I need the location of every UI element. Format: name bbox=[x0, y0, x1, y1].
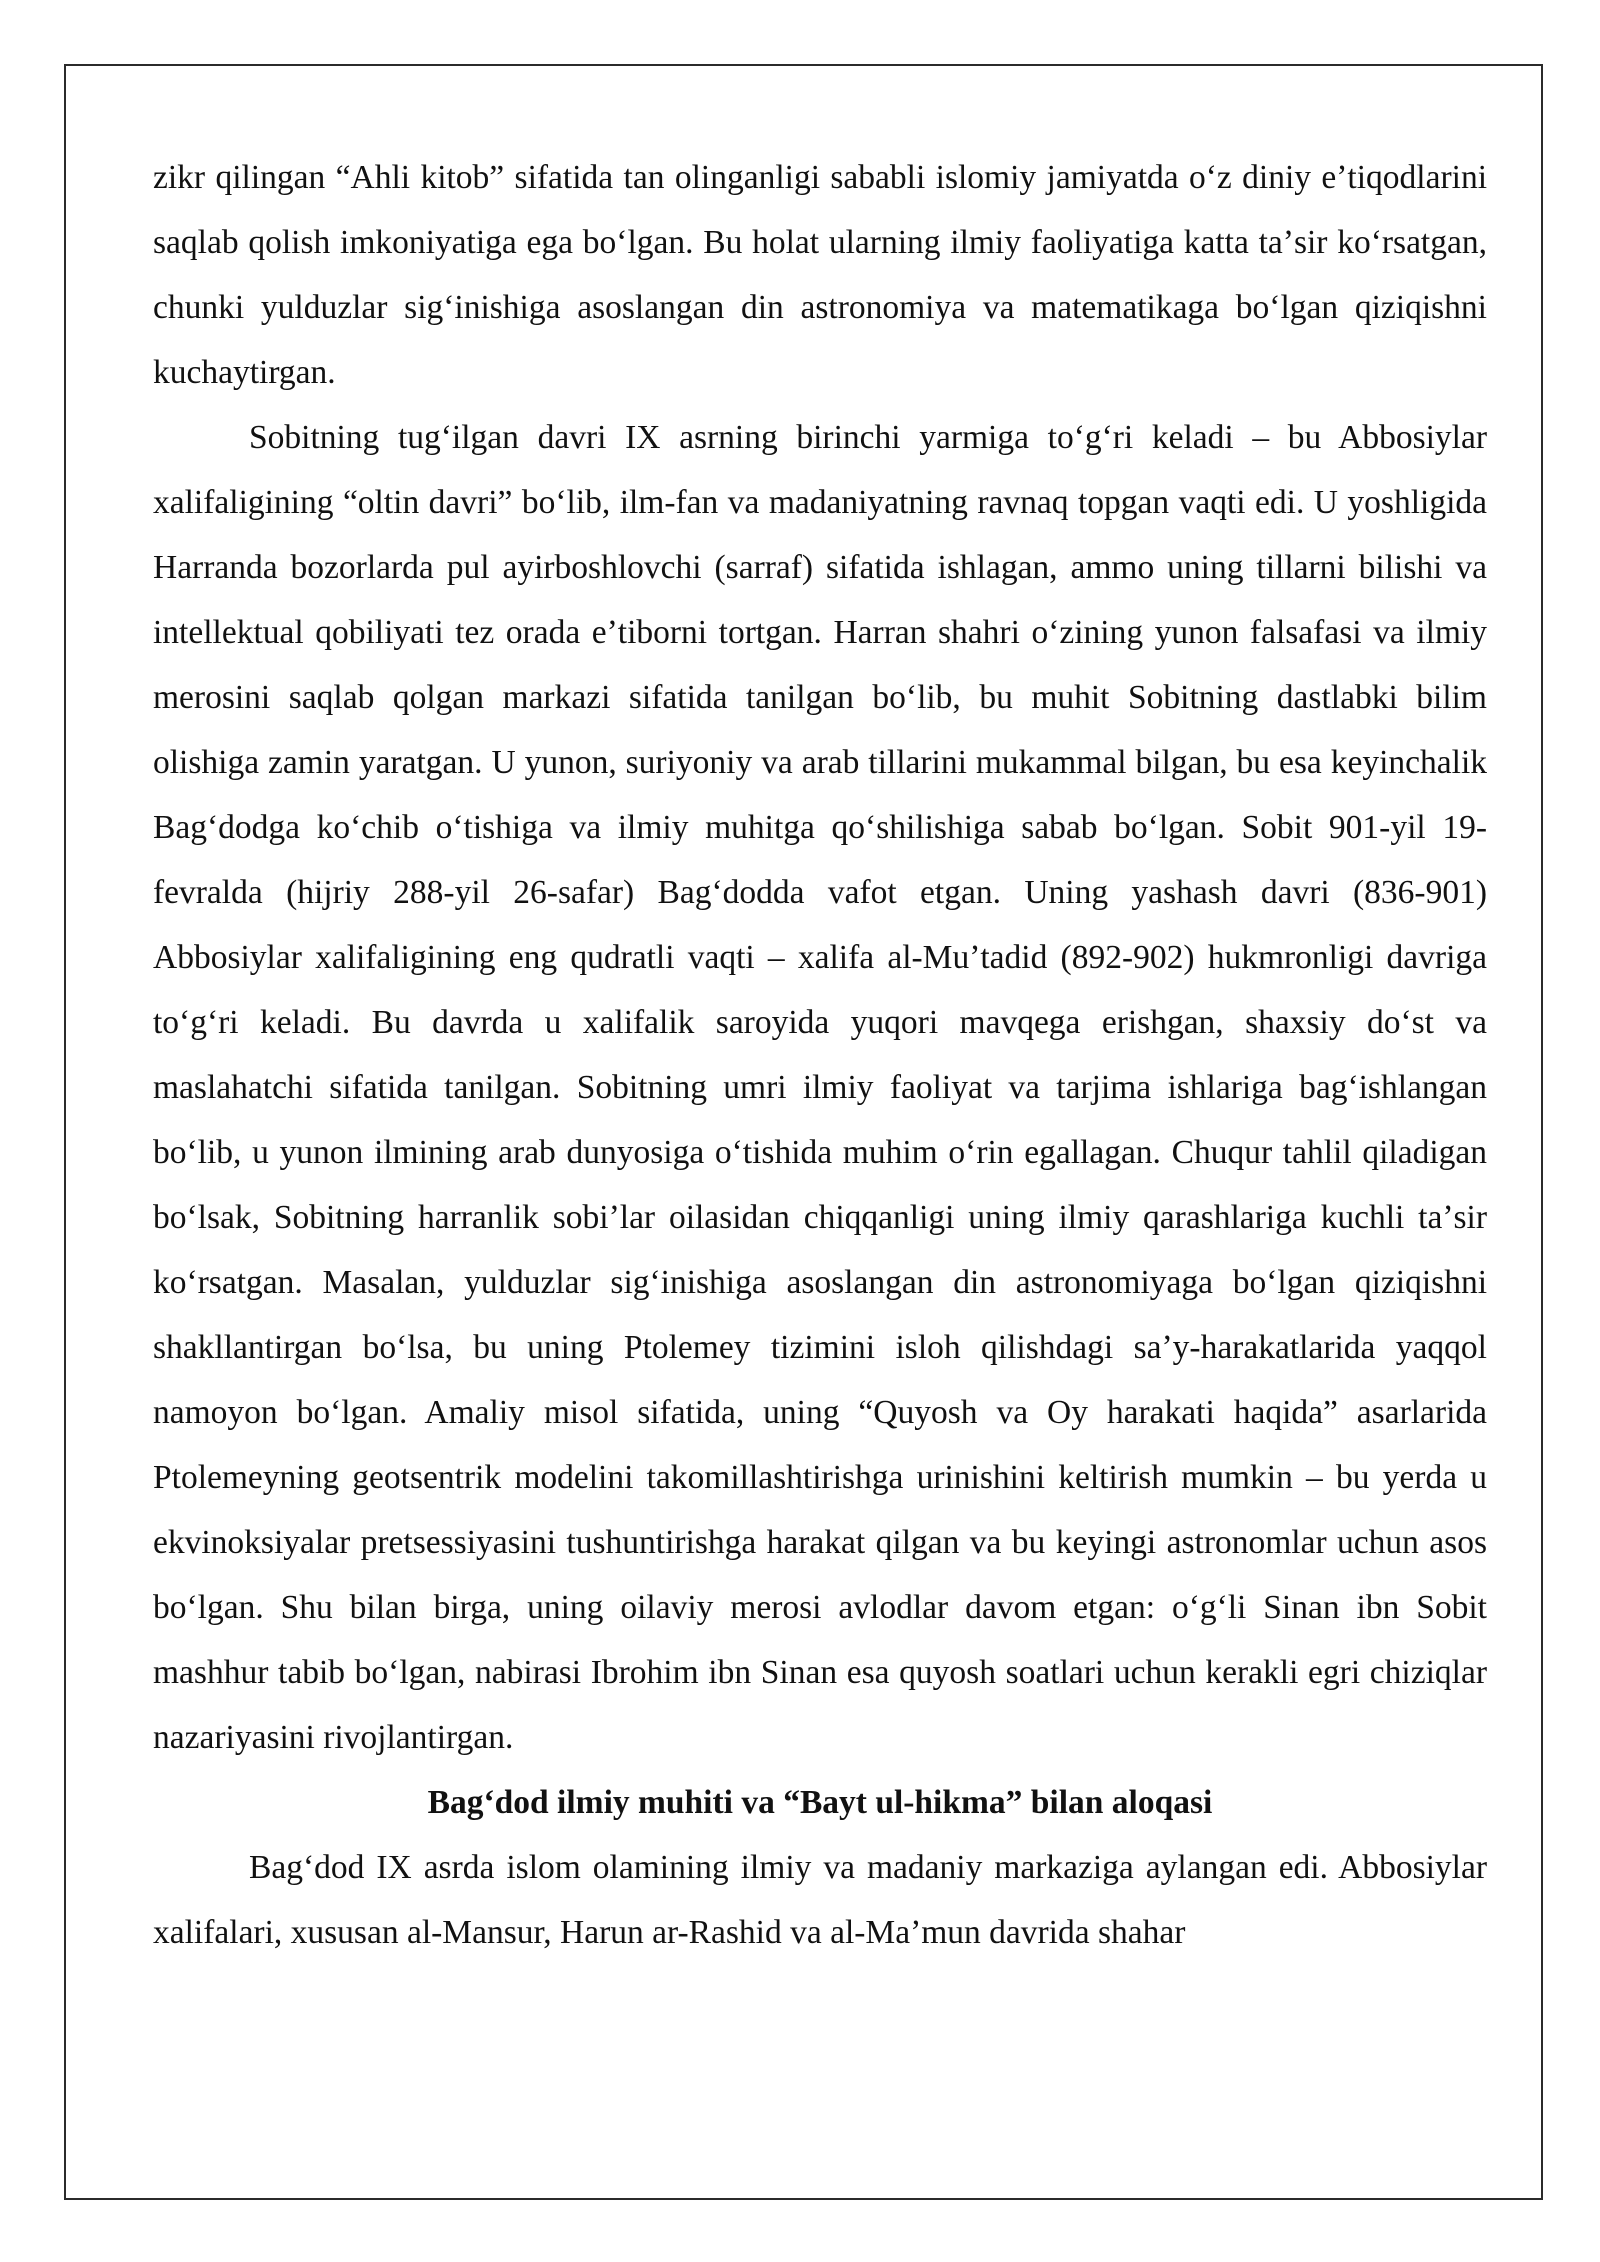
section-heading: Bagʻdod ilmiy muhiti va “Bayt ul-hikma” bilan aloqasi bbox=[427, 1784, 1213, 1821]
paragraph-baghdad: Bagʻdod IX asrda islom olamining ilmiy va madaniy markaziga aylangan edi. Abbosiylar xalifalari, xususan al-Mansur, Harun ar-Rashid va al-Maʼmun davrida shahar bbox=[153, 1849, 1487, 1951]
paragraph-continued: zikr qilingan “Ahli kitob” sifatida tan olinganligi sababli islomiy jamiyatda oʻz diniy eʼtiqodlarini saqlab qolish imkoniyatiga ega boʻlgan. Bu holat ularning ilmiy faoliyatiga katta taʼsir koʻrsatgan, chunki yulduzlar sigʻinishiga asoslangan din astronomiya va matematikaga boʻlgan qiziqishni kuchaytirgan. bbox=[153, 159, 1487, 391]
paragraph-sobit-biography: Sobitning tugʻilgan davri IX asrning birinchi yarmiga toʻgʻri keladi – bu Abbosiylar xalifaligining “oltin davri” boʻlib, ilm-fan va madaniyatning ravnaq topgan vaqti edi. U yoshligida Harranda bozorlarda pul ayirboshlovchi (sarraf) sifatida ishlagan, ammo uning tillarni bilishi va intellektual qobiliyati tez orada eʼtiborni tortgan. Harran shahri oʻzining yunon falsafasi va ilmiy merosini saqlab qolgan markazi sifatida tanilgan boʻlib, bu muhit Sobitning dastlabki bilim olishiga zamin yaratgan. U yunon, suriyoniy va arab tillarini mukammal bilgan, bu esa keyinchalik Bagʻdodga koʻchib oʻtishiga va ilmiy muhitga qoʻshilishiga sabab boʻlgan. Sobit 901-yil 19-fevralda (hijriy 288-yil 26-safar) Bagʻdodda vafot etgan. Uning yashash davri (836-901) Abbosiylar xalifaligining eng qudratli vaqti – xalifa al-Muʼtadid (892-902) hukmronligi davriga toʻgʻri keladi. Bu davrda u xalifalik saroyida yuqori mavqega erishgan, shaxsiy doʻst va maslahatchi sifatida tanilgan. Sobitning umri ilmiy faoliyat va tarjima ishlariga bagʻishlangan boʻlib, u yunon ilmining arab dunyosiga oʻtishida muhim oʻrin egallagan. Chuqur tahlil qiladigan boʻlsak, Sobitning harranlik sobiʼlar oilasidan chiqqanligi uning ilmiy qarashlariga kuchli taʼsir koʻrsatgan. Masalan, yulduzlar sigʻinishiga asoslangan din astronomiyaga boʻlgan qiziqishni shakllantirgan boʻlsa, bu uning Ptolemey tizimini isloh qilishdagi saʼy-harakatlarida yaqqol namoyon boʻlgan. Amaliy misol sifatida, uning “Quyosh va Oy harakati haqida” asarlarida Ptolemeyning geotsentrik modelini takomillashtirishga urinishini keltirish mumkin – bu yerda u ekvinoksiyalar pretsessiyasini tushuntirishga harakat qilgan va bu keyingi astronomlar uchun asos boʻlgan. Shu bilan birga, uning oilaviy merosi avlodlar davom etgan: oʻgʻli Sinan ibn Sobit mashhur tabib boʻlgan, nabirasi Ibrohim ibn Sinan esa quyosh soatlari uchun kerakli egri chiziqlar nazariyasini rivojlantirgan. bbox=[153, 419, 1487, 1756]
document-body bbox=[153, 145, 1487, 1965]
